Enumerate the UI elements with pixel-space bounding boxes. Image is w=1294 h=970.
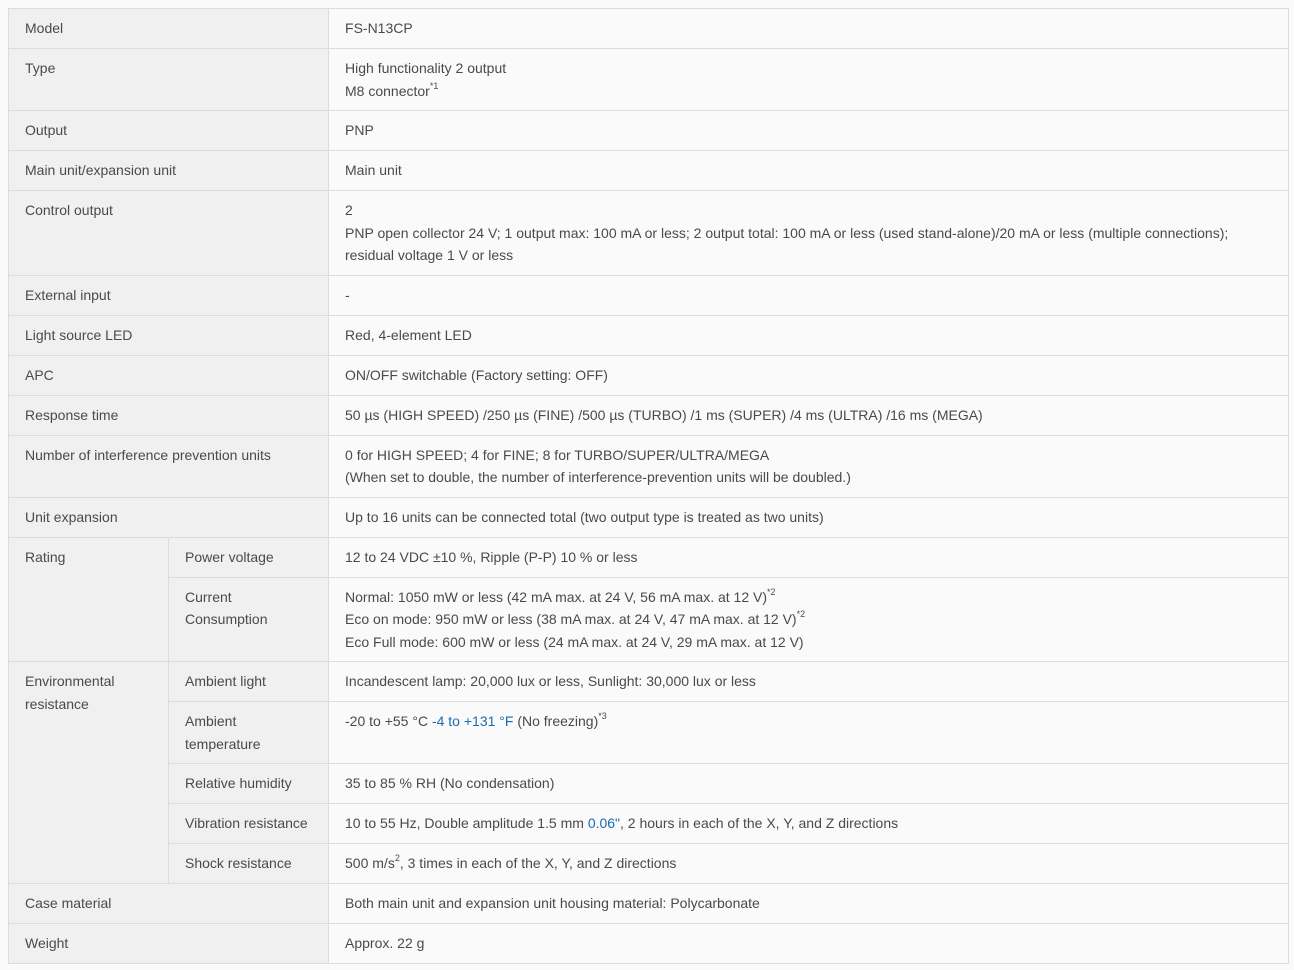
output-value: PNP [329, 111, 1289, 151]
row-output [9, 111, 1289, 151]
row-light-source [9, 315, 1289, 355]
spec-table [8, 8, 1289, 964]
type-value [329, 49, 1289, 111]
response-time-label: Response time [9, 395, 329, 435]
interference-label: Number of interference prevention units [9, 435, 329, 497]
power-voltage-value: 12 to 24 VDC ±10 %, Ripple (P-P) 10 % or less [329, 537, 1289, 577]
row-type [9, 49, 1289, 111]
control-output-value [329, 191, 1289, 276]
vibration-pre: 10 to 55 Hz, Double amplitude 1.5 mm [345, 815, 588, 831]
type-line2-wrap [345, 80, 1273, 103]
interference-line2: (When set to double, the number of interference-prevention units will be doubled.) [345, 469, 851, 485]
ambient-temp-note: *3 [598, 711, 607, 722]
environmental-label-line2: resistance [25, 695, 89, 712]
main-unit-label: Main unit/expansion unit [9, 151, 329, 191]
model-value: FS-N13CP [329, 9, 1289, 49]
power-voltage-label: Power voltage [169, 537, 329, 577]
apc-value: ON/OFF switchable (Factory setting: OFF) [329, 355, 1289, 395]
control-output-line2: PNP open collector 24 V; 1 output max: 100 mA or less; 2 output total: 100 mA or less (used stand-alone)/20 mA or less (multiple connections); [345, 224, 1229, 241]
type-label: Type [9, 49, 329, 111]
vibration-label: Vibration resistance [169, 804, 329, 844]
row-env-vibration [9, 804, 1289, 844]
ambient-temp-pre: -20 to +55 °C [345, 713, 432, 729]
shock-value [329, 844, 1289, 884]
unit-expansion-value: Up to 16 units can be connected total (two output type is treated as two units) [329, 497, 1289, 537]
ambient-temp-value [329, 702, 1289, 764]
weight-value: Approx. 22 g [329, 924, 1289, 964]
shock-post: , 3 times in each of the X, Y, and Z directions [399, 855, 677, 871]
current-note2: *2 [796, 609, 806, 620]
case-material-value: Both main unit and expansion unit housing material: Polycarbonate [329, 884, 1289, 924]
row-apc [9, 355, 1289, 395]
vibration-post: , 2 hours in each of the X, Y, and Z directions [620, 815, 899, 831]
row-unit-expansion [9, 497, 1289, 537]
apc-label: APC [9, 355, 329, 395]
row-env-ambient-temp [9, 702, 1289, 764]
interference-value [329, 435, 1289, 497]
external-input-value: - [329, 275, 1289, 315]
row-main-unit [9, 151, 1289, 191]
main-unit-value: Main unit [329, 151, 1289, 191]
ambient-temp-label [169, 702, 329, 764]
row-control-output [9, 191, 1289, 276]
row-external-input [9, 275, 1289, 315]
shock-sup: 2 [394, 853, 400, 864]
type-line2: M8 connector [345, 82, 430, 99]
humidity-value: 35 to 85 % RH (No condensation) [329, 764, 1289, 804]
current-line1: Normal: 1050 mW or less (42 mA max. at 24 V, 56 mA max. at 12 V) [345, 588, 767, 605]
vibration-inch-link[interactable]: 0.06" [587, 815, 621, 831]
type-line1: High functionality 2 output [345, 60, 507, 76]
case-material-label: Case material [9, 884, 329, 924]
current-label [169, 577, 329, 662]
current-label-line1: Current [185, 588, 232, 605]
vibration-value [329, 804, 1289, 844]
external-input-label: External input [9, 275, 329, 315]
unit-expansion-label: Unit expansion [9, 497, 329, 537]
current-value [329, 577, 1289, 662]
ambient-temp-label-line2: temperature [185, 735, 261, 752]
shock-pre: 500 m/s [345, 855, 395, 871]
type-note: *1 [429, 80, 439, 91]
humidity-label: Relative humidity [169, 764, 329, 804]
control-output-label: Control output [9, 191, 329, 276]
environmental-label [9, 662, 169, 884]
ambient-temp-post: (No freezing) [513, 713, 599, 729]
light-source-label: Light source LED [9, 315, 329, 355]
response-time-value: 50 µs (HIGH SPEED) /250 µs (FINE) /500 µs (TURBO) /1 ms (SUPER) /4 ms (ULTRA) /16 ms (MEGA) [329, 395, 1289, 435]
current-line2-wrap [345, 608, 1273, 631]
row-env-ambient-light [9, 662, 1289, 702]
control-output-line1: 2 [345, 202, 353, 218]
ambient-temp-fahrenheit-link[interactable]: -4 to +131 °F [431, 713, 514, 729]
row-interference [9, 435, 1289, 497]
model-label: Model [9, 9, 329, 49]
interference-line1: 0 for HIGH SPEED; 4 for FINE; 8 for TURBO/SUPER/ULTRA/MEGA [345, 446, 770, 463]
shock-label: Shock resistance [169, 844, 329, 884]
ambient-temp-label-line1: Ambient [185, 713, 237, 729]
row-weight [9, 924, 1289, 964]
control-output-line3: residual voltage 1 V or less [345, 247, 514, 263]
output-label: Output [9, 111, 329, 151]
light-source-value: Red, 4-element LED [329, 315, 1289, 355]
current-line2: Eco on mode: 950 mW or less (38 mA max. at 24 V, 47 mA max. at 12 V) [345, 611, 797, 627]
weight-label: Weight [9, 924, 329, 964]
ambient-light-label: Ambient light [169, 662, 329, 702]
row-response-time [9, 395, 1289, 435]
current-line1-wrap [345, 586, 1273, 609]
current-line3: Eco Full mode: 600 mW or less (24 mA max. at 24 V, 29 mA max. at 12 V) [345, 633, 804, 650]
row-model [9, 9, 1289, 49]
row-rating-power [9, 537, 1289, 577]
ambient-light-value: Incandescent lamp: 20,000 lux or less, Sunlight: 30,000 lux or less [329, 662, 1289, 702]
current-note1: *2 [767, 586, 776, 597]
row-env-humidity [9, 764, 1289, 804]
row-case-material [9, 884, 1289, 924]
row-rating-current [9, 577, 1289, 662]
current-label-line2: Consumption [185, 611, 268, 627]
rating-label: Rating [9, 537, 169, 662]
environmental-label-line1: Environmental [25, 673, 115, 689]
row-env-shock [9, 844, 1289, 884]
